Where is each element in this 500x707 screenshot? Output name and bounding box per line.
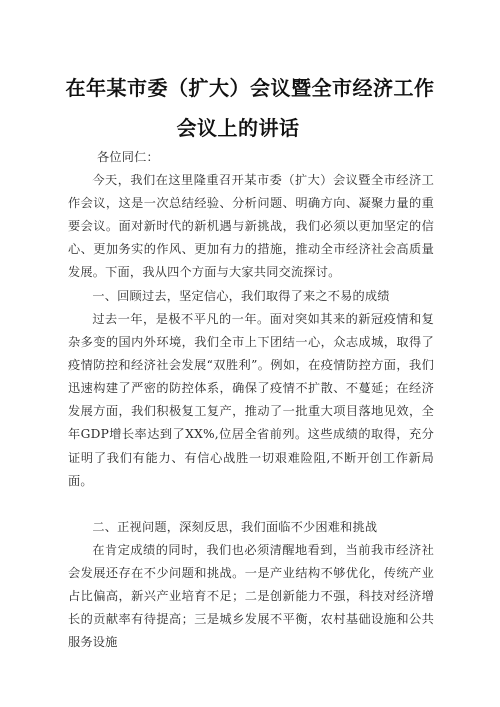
section-heading-2: 二、正视问题，深刻反思，我们面临不少困难和挑战 bbox=[92, 520, 378, 534]
paragraph-review: 过去一年，是极不平凡的一年。面对突如其来的新冠疫情和复杂多变的国内外环境，我们全市上下团结一心，众志成城，取得了疫情防控和经济社会发展“双胜利”。例如，在疫情防控方面，我们迅速构建了严密的防控体系，确保了疫情不扩散、不蔓延；在经济发展方面，我们积极复工复产，推动了一批重大项目落地见效，全年GDP增长率达到了XX%,位居全省前列。这些成绩的取得，充分证明了我们有能力、有信心战胜一切艰难险阻,不断开创工作新局面。 bbox=[68, 312, 434, 488]
document-title-line-2: 会议上的讲话 bbox=[176, 116, 300, 140]
paragraph-problems: 在肯定成绩的同时，我们也必须清醒地看到，当前我市经济社会发展还存在不少问题和挑战。一是产业结构不够优化，传统产业占比偏高，新兴产业培育不足；二是创新能力不强，科技对经济增长的贡献率有待提高；三是城乡发展不平衡，农村基础设施和公共服务设施 bbox=[68, 543, 434, 650]
section-heading-1: 一、回顾过去，坚定信心，我们取得了来之不易的成绩 bbox=[92, 289, 390, 303]
document-title-line-1: 在年某市委（扩大）会议暨全市经济工作 bbox=[65, 76, 435, 100]
paragraph-intro: 今天，我们在这里隆重召开某市委（扩大）会议暨全市经济工作会议，这是一次总结经验、分析问题、明确方向、凝聚力量的重要会议。面对新时代的新机遇与新挑战，我们必须以更加坚定的信心、更加务实的作风、更加有力的措施，推动全市经济社会高质量发展。下面，我从四个方面与大家共同交流探讨。 bbox=[68, 173, 434, 280]
greeting: 各位同仁： bbox=[97, 150, 159, 164]
